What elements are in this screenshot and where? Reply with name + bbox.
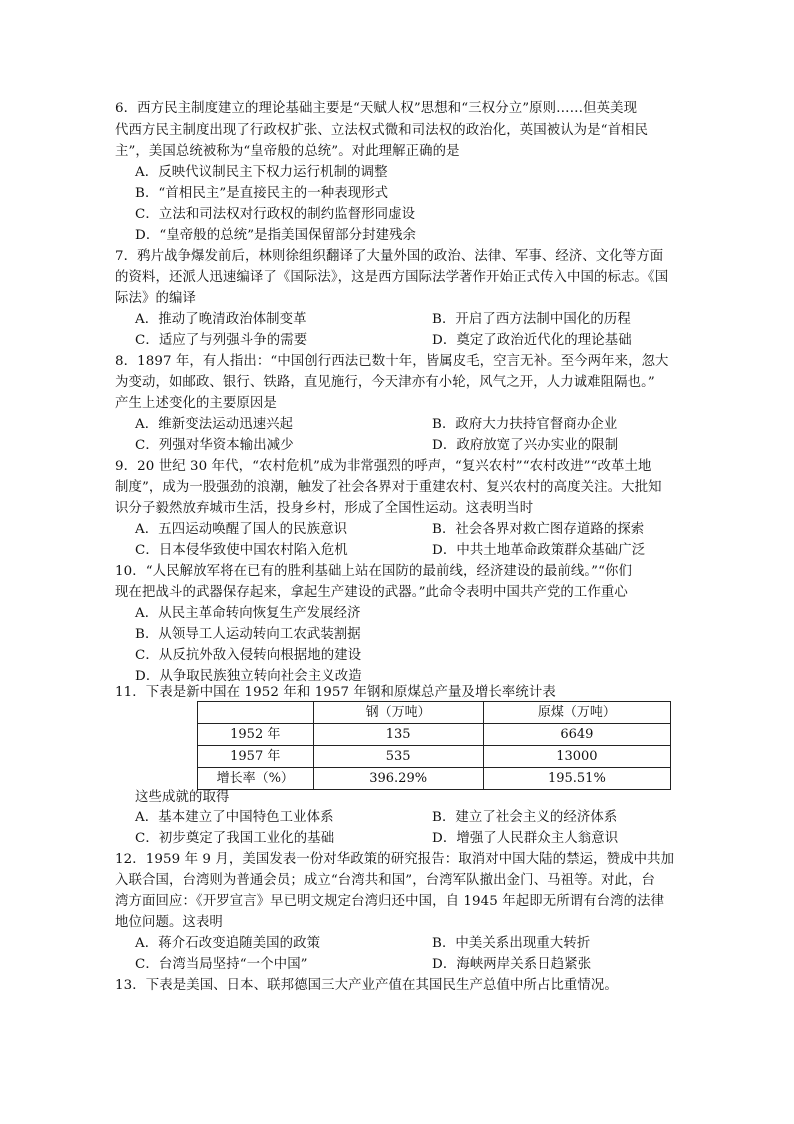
q7-line-1: 7．鸦片战争爆发前后，林则徐组织翻译了大量外国的政治、法律、军事、经济、文化等方面 [115, 249, 664, 264]
q11-option-a: A．基本建立了中国特色工业体系 [135, 810, 334, 825]
table-cell: 396.29% [313, 768, 483, 790]
table-row [198, 768, 671, 790]
table-header-row [198, 702, 671, 724]
table-cell: 增长率（%） [198, 768, 314, 790]
table-row [198, 746, 671, 768]
q8-option-b: B．政府大力扶持官督商办企业 [432, 417, 618, 432]
q11-option-d: D．增强了人民群众主人翁意识 [432, 831, 619, 846]
q8-line-1: 8．1897 年，有人指出：“中国创行西法已数十年，皆属皮毛，空言无补。至今两年来，忽大 [115, 354, 669, 369]
q10-option-d: D．从争取民族独立转向社会主义改造 [135, 669, 362, 684]
q10-line-2: 现在把战斗的武器保存起来，拿起生产建设的武器。”此命令表明中国共产党的工作重心 [115, 585, 628, 600]
q6-option-b: B．“首相民主”是直接民主的一种表现形式 [135, 186, 389, 201]
q10-option-c: C．从反抗外敌入侵转向根据地的建设 [135, 648, 362, 663]
table-row [198, 724, 671, 746]
q6-line-1: 6．西方民主制度建立的理论基础主要是“天赋人权”思想和“三权分立”原则……但英美现 [115, 101, 638, 116]
table-cell: 13000 [483, 746, 670, 768]
table-cell: 1952 年 [198, 724, 314, 746]
q12-line-4: 地位问题。这表明 [115, 915, 223, 930]
q6-line-2: 代西方民主制度出现了行政权扩张、立法权式微和司法权的政治化，英国被认为是“首相民 [115, 123, 649, 138]
q10-line-1: 10．“人民解放军将在已有的胜利基础上站在国防的最前线，经济建设的最前线。”“你们 [115, 564, 633, 579]
table-cell: 6649 [483, 724, 670, 746]
q9-line-3: 识分子毅然放弃城市生活，投身乡村，形成了全国性运动。这表明当时 [115, 501, 534, 516]
q6-line-3: 主”，美国总统被称为“皇帝般的总统”。对此理解正确的是 [115, 144, 460, 159]
q8-line-3: 产生上述变化的主要原因是 [115, 396, 277, 411]
q7-option-a: A．推动了晚清政治体制变革 [135, 312, 307, 327]
q12-line-1: 12．1959 年 9 月，美国发表一份对华政策的研究报告：取消对中国大陆的禁运，赞成中共加 [115, 852, 675, 867]
table-cell: 135 [313, 724, 483, 746]
table-cell: 1957 年 [198, 746, 314, 768]
q6-option-a: A．反映代议制民主下权力运行机制的调整 [135, 165, 388, 180]
q8-option-d: D．政府放宽了兴办实业的限制 [432, 438, 619, 453]
q12-option-d: D．海峡两岸关系日趋紧张 [432, 957, 592, 972]
q11-intro: 11．下表是新中国在 1952 年和 1957 年钢和原煤总产量及增长率统计表 [115, 685, 556, 700]
q6-option-c: C．立法和司法权对行政权的制约监督形同虚设 [135, 207, 416, 222]
q7-line-2: 的资料，还派人迅速编译了《国际法》，这是西方国际法学著作开始正式传入中国的标志。《国 [115, 270, 669, 285]
q9-option-a: A．五四运动唤醒了国人的民族意识 [135, 522, 348, 537]
q12-option-b: B．中美关系出现重大转折 [432, 936, 591, 951]
q9-line-2: 制度”，成为一股强劲的浪潮，触发了社会各界对于重建农村、复兴农村的高度关注。大批知 [115, 480, 662, 495]
q7-option-c: C．适应了与列强斗争的需要 [135, 333, 308, 348]
steel-coal-table [197, 701, 671, 790]
q12-line-3: 湾方面回应：《开罗宣言》早已明文规定台湾归还中国，自 1945 年起即无所谓有台湾的法律 [115, 894, 665, 909]
q10-option-b: B．从领导工人运动转向工农武装割据 [135, 627, 361, 642]
q12-line-2: 入联合国，台湾则为普通会员；成立“台湾共和国”，台湾军队撤出金门、马祖等。对此，台 [115, 873, 656, 888]
q8-option-a: A．维新变法运动迅速兴起 [135, 417, 294, 432]
q11-stem-after: 这些成就的取得 [135, 790, 230, 805]
q11-option-b: B．建立了社会主义的经济体系 [432, 810, 618, 825]
q7-option-d: D．奠定了政治近代化的理论基础 [432, 333, 632, 348]
q11-option-c: C．初步奠定了我国工业化的基础 [135, 831, 335, 846]
q12-option-a: A．蒋介石改变追随美国的政策 [135, 936, 321, 951]
q13-line-1: 13．下表是美国、日本、联邦德国三大产业产值在其国民生产总值中所占比重情况。 [115, 978, 618, 993]
q8-option-c: C．列强对华资本输出减少 [135, 438, 294, 453]
q6-option-d: D．“皇帝般的总统”是指美国保留部分封建残余 [135, 228, 417, 243]
table-cell: 535 [313, 746, 483, 768]
q9-option-d: D．中共土地革命政策群众基础广泛 [432, 543, 646, 558]
table-cell: 195.51% [483, 768, 670, 790]
q9-option-b: B．社会各界对救亡图存道路的探索 [432, 522, 645, 537]
q7-line-3: 际法》的编译 [115, 291, 196, 306]
q12-option-c: C．台湾当局坚持“一个中国” [135, 957, 308, 972]
table-header-cell [198, 702, 314, 724]
q9-option-c: C．日本侵华致使中国农村陷入危机 [135, 543, 348, 558]
q10-option-a: A．从民主革命转向恢复生产发展经济 [135, 606, 361, 621]
table-header-cell: 钢（万吨） [313, 702, 483, 724]
q9-line-1: 9．20 世纪 30 年代，“农村危机”成为非常强烈的呼声，“复兴农村”“农村改进”“改革土地 [115, 459, 652, 474]
q8-line-2: 为变动，如邮政、银行、铁路，直见施行，今天津亦有小轮，风气之开，人力诚难阻隔也。” [115, 375, 655, 390]
q7-option-b: B．开启了西方法制中国化的历程 [432, 312, 631, 327]
table-header-cell: 原煤（万吨） [483, 702, 670, 724]
